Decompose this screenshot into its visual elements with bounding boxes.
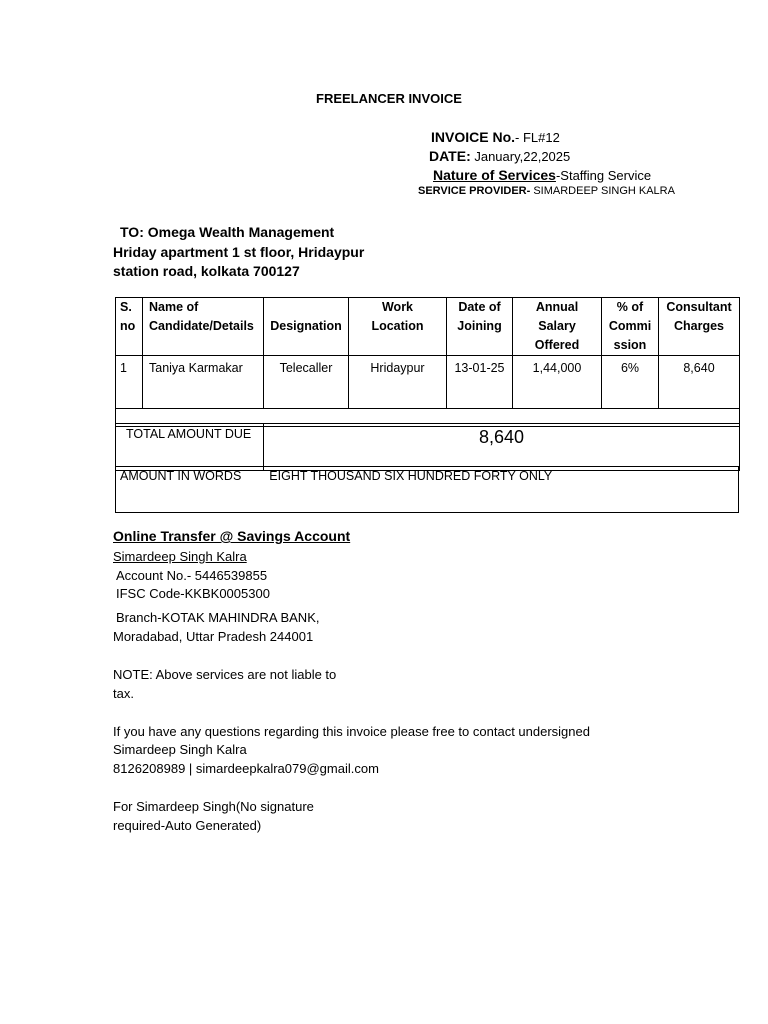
amount-in-words-value: EIGHT THOUSAND SIX HUNDRED FORTY ONLY <box>269 469 553 483</box>
contact-details: 8126208989 | simardeepkalra079@gmail.com <box>113 761 379 776</box>
nature-of-services-value: -Staffing Service <box>555 168 652 183</box>
invoice-date-row <box>429 148 570 164</box>
bill-to-block <box>113 223 413 282</box>
account-holder-name: Simardeep Singh Kalra <box>113 549 247 564</box>
invoice-title: FREELANCER INVOICE <box>316 91 462 106</box>
total-amount-value: 8,640 <box>264 424 740 471</box>
amount-in-words-cell <box>116 467 739 513</box>
nature-of-services-label: Nature of Services <box>433 167 556 183</box>
cell-designation: Telecaller <box>264 356 349 409</box>
cell-sno: 1 <box>116 356 143 409</box>
amount-in-words-table <box>115 466 739 513</box>
table-header-row <box>116 298 740 356</box>
cell-location: Hridaypur <box>349 356 447 409</box>
header-doj-line-1: Date of <box>458 300 501 314</box>
header-name-line-2: Candidate/Details <box>149 319 254 333</box>
header-salary-line-2: Salary <box>538 319 576 333</box>
cell-doj: 13-01-25 <box>447 356 513 409</box>
header-comm-line-3: ssion <box>613 338 647 352</box>
nature-of-services-row <box>433 167 651 183</box>
header-doj-line-2: Joining <box>457 319 502 333</box>
contact-question: If you have any questions regarding this invoice please free to contact undersigned <box>113 724 590 739</box>
footer-line-1: For Simardeep Singh(No signature <box>113 799 314 814</box>
note-line-1: NOTE: Above services are not liable to <box>113 667 337 682</box>
header-charges-line-2: Charges <box>673 319 725 333</box>
branch-line-1: Branch-KOTAK MAHINDRA BANK, <box>116 610 320 625</box>
candidate-table <box>115 297 740 427</box>
header-sno-line-2: no <box>120 319 136 333</box>
invoice-number-value: - FL#12 <box>515 130 560 145</box>
total-row <box>116 424 740 471</box>
header-work-line-1: Work <box>381 300 414 314</box>
cell-charges: 8,640 <box>659 356 740 409</box>
service-provider-value: SIMARDEEP SINGH KALRA <box>530 185 675 197</box>
header-comm-line-2: Commi <box>608 319 652 333</box>
header-date-of-joining <box>447 298 513 356</box>
header-work-location <box>349 298 447 356</box>
bill-to-line-2: Hriday apartment 1 st floor, Hridaypur <box>113 243 365 260</box>
invoice-date-label: DATE: <box>429 148 471 164</box>
total-amount-label: TOTAL AMOUNT DUE <box>116 424 264 471</box>
header-comm-line-1: % of <box>616 300 644 314</box>
invoice-number-label: INVOICE No. <box>431 129 516 145</box>
total-table <box>115 423 740 471</box>
footer-line-2: required-Auto Generated) <box>113 818 262 833</box>
bill-to-line-1: TO: Omega Wealth Management <box>120 224 335 240</box>
header-charges-line-1: Consultant <box>666 300 732 314</box>
header-consultant-charges <box>659 298 740 356</box>
branch-line-2: Moradabad, Uttar Pradesh 244001 <box>113 629 314 644</box>
header-sno <box>116 298 143 356</box>
service-provider-row <box>418 185 675 197</box>
cell-salary: 1,44,000 <box>513 356 602 409</box>
header-commission <box>602 298 659 356</box>
table-row <box>116 356 740 409</box>
amount-in-words-label: AMOUNT IN WORDS <box>120 469 242 483</box>
invoice-date-value: January,22,2025 <box>470 149 571 164</box>
header-name-line-1: Name of <box>149 300 199 314</box>
bank-heading: Online Transfer @ Savings Account <box>113 528 351 544</box>
header-sno-line-1: S. <box>120 300 132 314</box>
account-number: Account No.- 5446539855 <box>116 568 268 583</box>
contact-name: Simardeep Singh Kalra <box>113 742 247 757</box>
invoice-number-row <box>431 129 560 145</box>
header-salary-line-3: Offered <box>534 338 580 352</box>
header-work-line-2: Location <box>371 319 424 333</box>
header-annual-salary <box>513 298 602 356</box>
note-line-2: tax. <box>113 686 134 701</box>
header-name <box>143 298 264 356</box>
amount-in-words-row <box>116 467 739 513</box>
service-provider-label: SERVICE PROVIDER- <box>418 185 531 197</box>
header-salary-line-1: Annual <box>535 300 579 314</box>
bill-to-line-3: station road, kolkata 700127 <box>113 263 300 279</box>
ifsc-code: IFSC Code-KKBK0005300 <box>116 586 270 601</box>
header-designation: Designation <box>264 298 349 356</box>
cell-name: Taniya Karmakar <box>143 356 264 409</box>
cell-commission: 6% <box>602 356 659 409</box>
